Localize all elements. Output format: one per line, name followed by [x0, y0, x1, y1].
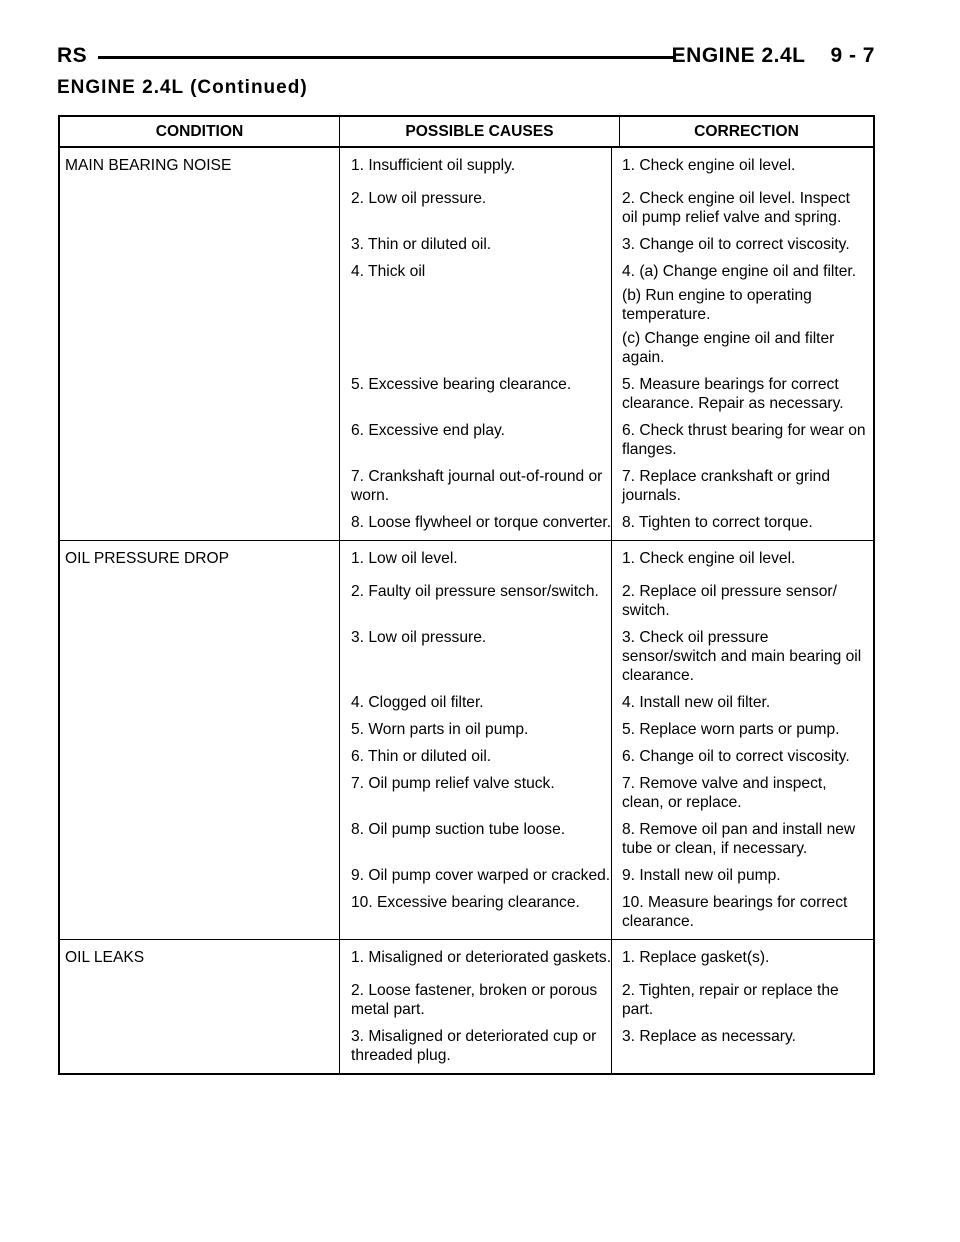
list-item [340, 148, 873, 181]
possible-cause: 2. Loose fastener, broken or porous metal part. [351, 982, 598, 1018]
list-item [340, 413, 873, 459]
correction [612, 940, 873, 973]
correction-line: 10. Measure bearings for correct clearance. [622, 894, 848, 930]
causes-corrections-cell [340, 541, 875, 940]
possible-cause: 3. Misaligned or deteriorated cup or threaded plug. [351, 1028, 597, 1064]
correction-line: 8. Remove oil pan and install new tube or clean, if necessary. [622, 821, 856, 857]
list-item [340, 620, 873, 685]
list-item [340, 685, 873, 712]
correction-line: (b) Run engine to operating temperature. [622, 287, 812, 323]
correction [612, 181, 873, 227]
correction-line: 2. Check engine oil level. Inspect oil pump relief valve and spring. [622, 190, 850, 226]
possible-cause: 7. Crankshaft journal out-of-round or worn. [351, 468, 603, 504]
list-item [340, 712, 873, 739]
correction-line: 1. Replace gasket(s). [622, 949, 770, 966]
correction-line: 2. Replace oil pressure sensor/ switch. [622, 583, 837, 619]
list-item [340, 181, 873, 227]
column-divider [611, 940, 612, 1073]
list-item [340, 940, 873, 973]
condition-text: OIL PRESSURE DROP [65, 550, 230, 567]
correction [612, 1019, 873, 1065]
correction-line: 3. Check oil pressure sensor/switch and main bearing oil clearance. [622, 629, 862, 684]
condition-text: OIL LEAKS [65, 949, 145, 966]
column-divider [611, 541, 612, 939]
correction [612, 505, 873, 532]
list-item [340, 254, 873, 367]
list-item [340, 227, 873, 254]
correction [612, 413, 873, 459]
possible-cause: 6. Excessive end play. [351, 422, 505, 439]
causes-corrections-cell [340, 147, 875, 541]
list-item [340, 973, 873, 1019]
list-item [340, 541, 873, 574]
correction-line: 7. Remove valve and inspect, clean, or replace. [622, 775, 827, 811]
page-subtitle: ENGINE 2.4L (Continued) [57, 77, 308, 98]
correction [612, 459, 873, 505]
possible-cause: 10. Excessive bearing clearance. [351, 894, 580, 911]
correction-line: 1. Check engine oil level. [622, 550, 796, 567]
list-item [340, 858, 873, 885]
list-item [340, 766, 873, 812]
list-item [340, 574, 873, 620]
list-item [340, 885, 873, 931]
possible-cause: 1. Misaligned or deteriorated gaskets. [351, 949, 612, 966]
correction [612, 766, 873, 812]
column-header-condition: CONDITION [59, 116, 340, 147]
table-header-row [59, 116, 874, 147]
correction-line: 4. Install new oil filter. [622, 694, 771, 711]
list-item [340, 1019, 873, 1065]
correction [612, 712, 873, 739]
condition-cell [59, 940, 340, 1075]
section-code: RS [57, 44, 88, 67]
possible-cause: 2. Faulty oil pressure sensor/switch. [351, 583, 599, 600]
column-header-correction: CORRECTION [620, 116, 875, 147]
list-item [340, 812, 873, 858]
table-row [59, 541, 874, 940]
possible-cause: 8. Oil pump suction tube loose. [351, 821, 566, 838]
correction-line: 3. Replace as necessary. [622, 1028, 796, 1045]
column-header-possible-causes: POSSIBLE CAUSES [340, 116, 620, 147]
correction-line: 2. Tighten, repair or replace the part. [622, 982, 839, 1018]
correction-line: 6. Change oil to correct viscosity. [622, 748, 850, 765]
possible-cause: 7. Oil pump relief valve stuck. [351, 775, 555, 792]
possible-cause: 8. Loose flywheel or torque converter. [351, 514, 612, 531]
correction-line: 4. (a) Change engine oil and filter. [622, 263, 857, 280]
condition-text: MAIN BEARING NOISE [65, 157, 232, 174]
correction-line: 8. Tighten to correct torque. [622, 514, 813, 531]
possible-cause: 3. Thin or diluted oil. [351, 236, 492, 253]
correction-line: 1. Check engine oil level. [622, 157, 796, 174]
correction [612, 685, 873, 712]
correction-line: 7. Replace crankshaft or grind journals. [622, 468, 831, 504]
list-item [340, 739, 873, 766]
correction [612, 254, 873, 367]
correction [612, 973, 873, 1019]
page-header-title: ENGINE 2.4L 9 - 7 [671, 44, 875, 67]
correction [612, 739, 873, 766]
condition-cell [59, 541, 340, 940]
possible-cause: 4. Thick oil [351, 263, 426, 280]
correction [612, 885, 873, 931]
possible-cause: 3. Low oil pressure. [351, 629, 487, 646]
correction-line: 6. Check thrust bearing for wear on flanges. [622, 422, 866, 458]
possible-cause: 2. Low oil pressure. [351, 190, 487, 207]
correction [612, 367, 873, 413]
header-rule [98, 56, 676, 59]
list-item [340, 459, 873, 505]
table-row [59, 940, 874, 1075]
diagnosis-table [58, 115, 875, 1075]
correction [612, 620, 873, 685]
correction-line: (c) Change engine oil and filter again. [622, 330, 835, 366]
list-item [340, 505, 873, 532]
condition-cell [59, 147, 340, 541]
correction-line: 5. Measure bearings for correct clearance. Repair as necessary. [622, 376, 844, 412]
possible-cause: 1. Low oil level. [351, 550, 458, 567]
column-divider [611, 148, 612, 540]
correction [612, 574, 873, 620]
correction [612, 148, 873, 181]
correction [612, 541, 873, 574]
possible-cause: 6. Thin or diluted oil. [351, 748, 492, 765]
possible-cause: 5. Worn parts in oil pump. [351, 721, 529, 738]
correction [612, 812, 873, 858]
correction-line: 3. Change oil to correct viscosity. [622, 236, 850, 253]
causes-corrections-cell [340, 940, 875, 1075]
table-row [59, 147, 874, 541]
possible-cause: 4. Clogged oil filter. [351, 694, 484, 711]
possible-cause: 1. Insufficient oil supply. [351, 157, 516, 174]
possible-cause: 5. Excessive bearing clearance. [351, 376, 572, 393]
correction-line: 5. Replace worn parts or pump. [622, 721, 840, 738]
list-item [340, 367, 873, 413]
correction [612, 227, 873, 254]
correction [612, 858, 873, 885]
correction-line: 9. Install new oil pump. [622, 867, 781, 884]
possible-cause: 9. Oil pump cover warped or cracked. [351, 867, 611, 884]
